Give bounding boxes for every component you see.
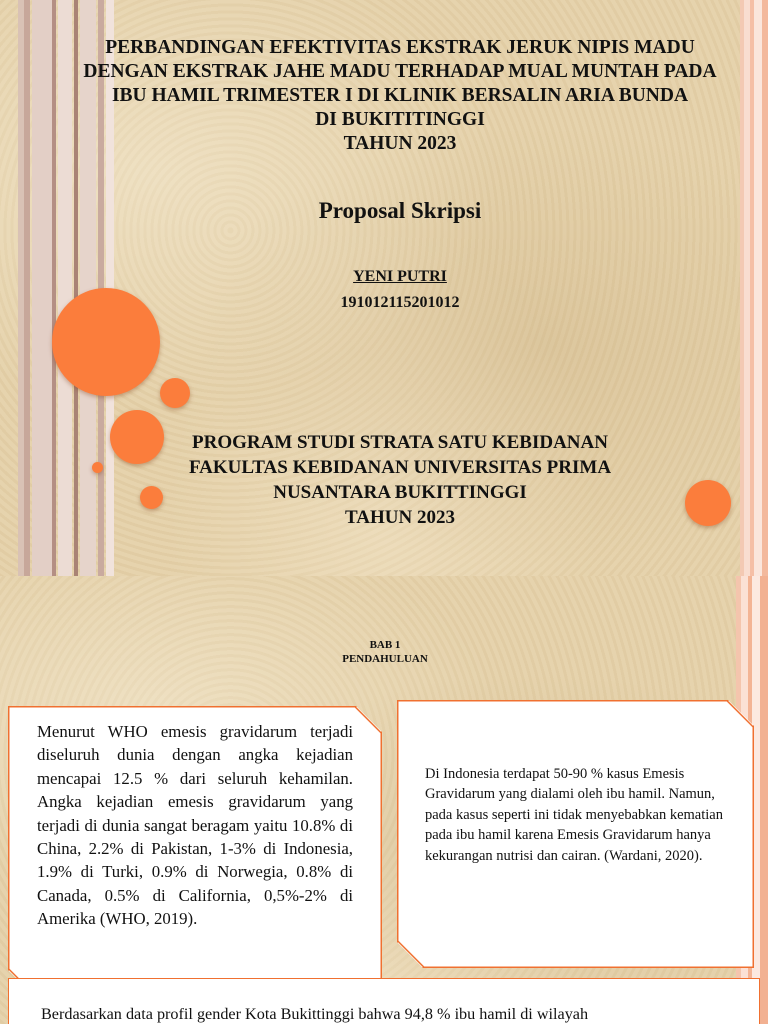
student-id: 191012115201012 bbox=[340, 294, 460, 311]
institution-block bbox=[110, 430, 690, 530]
indonesia-statistics-text: Di Indonesia terdapat 50-90 % kasus Emesis Gravidarum yang dialami oleh ibu hamil. Namun, pada kasus seperti ini tidak menyebabkan kematian pada ibu hamil karena Emesis Gravidarum hanya kekurangan nutrisi dan cairan. (Wardani, 2020). bbox=[425, 766, 723, 864]
small-circle-decoration bbox=[160, 378, 190, 408]
author-name: YENI PUTRI bbox=[353, 268, 447, 285]
title-line: DI BUKITITINGGI bbox=[315, 109, 485, 130]
large-circle-decoration bbox=[52, 288, 160, 396]
chapter-heading bbox=[300, 638, 470, 666]
bukittinggi-data-text: Berdasarkan data profil gender Kota Bukittinggi bahwa 94,8 % ibu hamil di wilayah bbox=[41, 1005, 589, 1023]
institution-line: NUSANTARA BUKITTINGGI bbox=[273, 482, 527, 503]
author-block bbox=[250, 268, 550, 312]
chapter-title: PENDAHULUAN bbox=[342, 653, 428, 665]
who-statistics-text: Menurut WHO emesis gravidarum terjadi diseluruh dunia dengan angka kejadian mencapai 12.5 % dari seluruh kehamilan. Angka kejadian emesis gravidarum yang terjadi di dunia sangat beragam yaitu 10.8% di China, 2.2% di Pakistan, 1-3% di Indonesia, 1.9% di Turki, 0.9% di Norwegia, 0.8% di Canada, 0.5% di California, 0,5%-2% di Amerika (WHO, 2019). bbox=[37, 722, 353, 929]
title-line: TAHUN 2023 bbox=[343, 133, 457, 154]
chapter-number: BAB 1 bbox=[369, 639, 401, 651]
title-line: IBU HAMIL TRIMESTER I DI KLINIK BERSALIN ARIA BUNDA bbox=[111, 85, 689, 106]
introduction-slide bbox=[0, 576, 768, 1024]
title-line: PERBANDINGAN EFEKTIVITAS EKSTRAK JERUK NIPIS MADU bbox=[105, 37, 695, 58]
institution-line: PROGRAM STUDI STRATA SATU KEBIDANAN bbox=[192, 432, 608, 453]
thesis-title bbox=[40, 36, 760, 156]
tiny-circle-decoration bbox=[92, 462, 103, 473]
institution-line: TAHUN 2023 bbox=[345, 507, 455, 528]
right-circle-decoration bbox=[685, 480, 731, 526]
institution-line: FAKULTAS KEBIDANAN UNIVERSITAS PRIMA bbox=[188, 457, 612, 478]
document-type: Proposal Skripsi bbox=[318, 198, 482, 223]
title-line: DENGAN EKSTRAK JAHE MADU TERHADAP MUAL MUNTAH PADA bbox=[83, 61, 717, 82]
